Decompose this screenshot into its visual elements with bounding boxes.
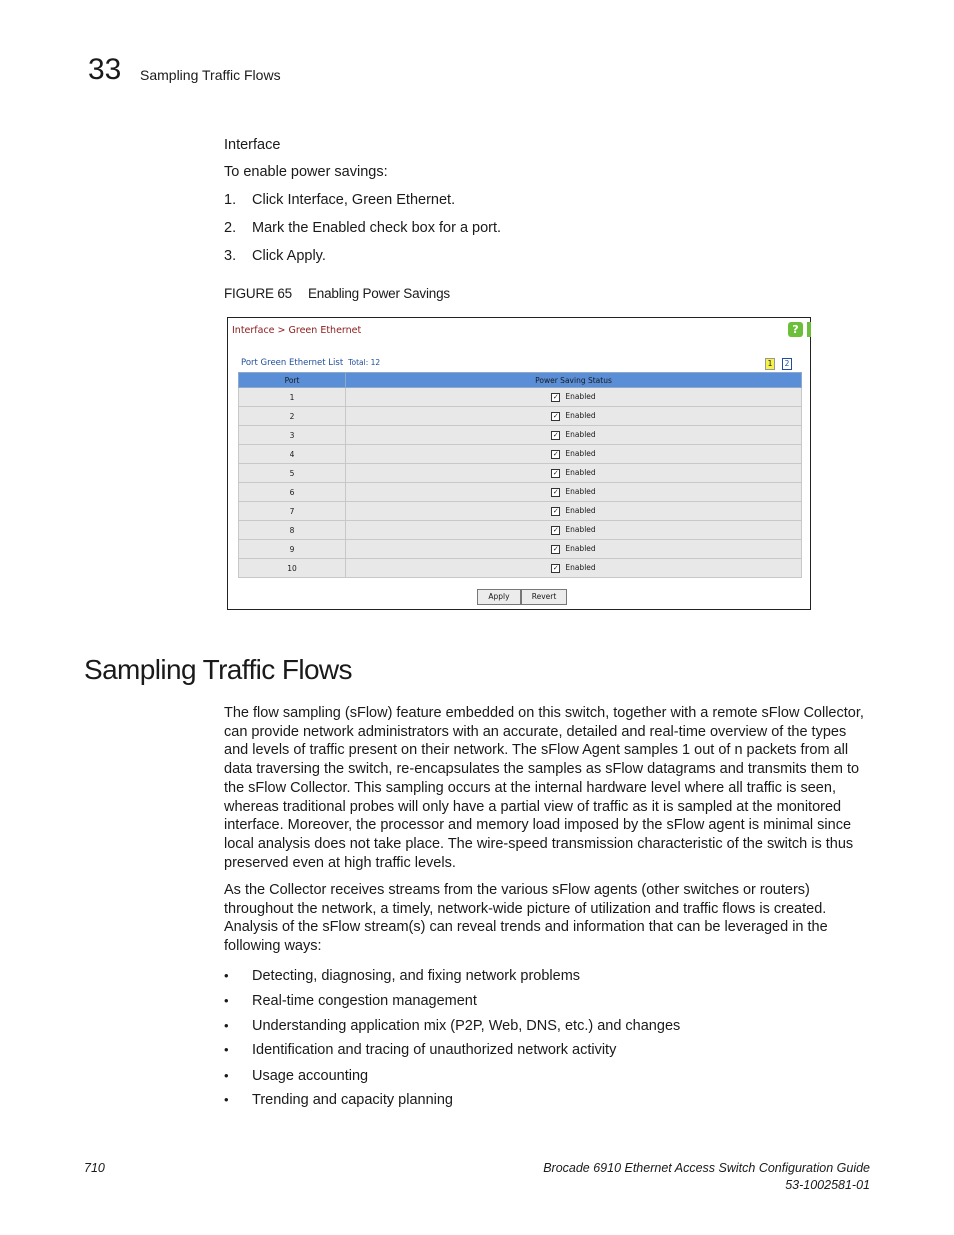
port-cell: 7	[239, 502, 346, 521]
chapter-title: Sampling Traffic Flows	[140, 67, 281, 83]
step-item	[224, 219, 501, 238]
list-item-text: Understanding application mix (P2P, Web, DNS, etc.) and changes	[252, 1018, 681, 1034]
list-item-text: Identification and tracing of unauthorized network activity	[252, 1042, 617, 1058]
port-cell: 5	[239, 464, 346, 483]
table-row	[239, 445, 802, 464]
list-item-text: Real-time congestion management	[252, 993, 477, 1009]
list-item	[224, 991, 477, 1011]
table-row	[239, 559, 802, 578]
screenshot-panel	[227, 317, 811, 610]
status-label: Enabled	[565, 487, 596, 497]
apply-button[interactable]: Apply	[477, 589, 521, 605]
status-label: Enabled	[565, 468, 596, 478]
status-label: Enabled	[565, 544, 596, 554]
table-row	[239, 464, 802, 483]
table-row	[239, 388, 802, 407]
list-title-text: Port Green Ethernet List	[241, 358, 344, 368]
paragraph-text: The flow sampling (sFlow) feature embedded on this switch, together with a remote sFlow Collector, can provide network administrators with an accurate, detailed and real-time overview of the types and levels of traffic present on their network. The sFlow Agent samples 1 out of n packets from all data traversing the switch, re-encapsulates the samples as sFlow datagrams and transmits them to the sFlow Collector. This sampling occurs at the internal hardware level where all traffic is seen, whereas traditional probes will only have a partial view of traffic as it is sampled at the monitored interface. Moreover, the processor and memory load imposed by the sFlow agent is minimal since local analysis does not take place. The wire-speed transmission characteristic of the switch is thus preserved even at high traffic levels.	[224, 705, 864, 871]
status-cell	[346, 483, 802, 502]
table-row	[239, 483, 802, 502]
step-number: 1.	[224, 192, 237, 208]
enabled-checkbox[interactable]: ✓	[552, 563, 559, 572]
figure-title: Enabling Power Savings	[308, 286, 450, 301]
status-label: Enabled	[565, 411, 596, 421]
port-cell: 1	[239, 388, 346, 407]
intro-text: To enable power savings:	[224, 164, 388, 180]
step-item	[224, 191, 455, 210]
step-text: Click Apply.	[252, 248, 326, 264]
step-number: 2.	[224, 220, 237, 236]
status-cell	[346, 388, 802, 407]
table-row	[239, 502, 802, 521]
table-header-row	[239, 373, 802, 388]
enabled-checkbox[interactable]: ✓	[552, 411, 559, 420]
status-label: Enabled	[565, 563, 596, 573]
enabled-checkbox[interactable]: ✓	[552, 468, 559, 477]
section-heading: Sampling Traffic Flows	[84, 654, 352, 685]
bullet-icon: •	[224, 1042, 229, 1057]
list-item	[224, 1090, 453, 1110]
port-cell: 6	[239, 483, 346, 502]
enabled-checkbox[interactable]: ✓	[552, 487, 559, 496]
status-cell	[346, 464, 802, 483]
interface-heading: Interface	[224, 137, 281, 153]
step-item	[224, 247, 326, 266]
chapter-number: 33	[88, 53, 122, 86]
port-table	[238, 372, 802, 578]
paragraph	[224, 704, 872, 872]
list-item	[224, 1016, 680, 1036]
bullet-icon: •	[224, 1092, 229, 1107]
status-cell	[346, 445, 802, 464]
status-cell	[346, 559, 802, 578]
step-text: Click Interface, Green Ethernet.	[252, 192, 456, 208]
enabled-checkbox[interactable]: ✓	[552, 544, 559, 553]
list-item-text: Detecting, diagnosing, and fixing network problems	[252, 968, 581, 984]
status-label: Enabled	[565, 449, 596, 459]
status-cell	[346, 540, 802, 559]
status-label: Enabled	[565, 525, 596, 535]
port-cell: 9	[239, 540, 346, 559]
column-header-status: Power Saving Status	[346, 373, 802, 388]
page-1-link[interactable]: 1	[765, 358, 775, 370]
total-count: Total: 12	[348, 358, 381, 367]
list-item	[224, 1066, 368, 1086]
table-row	[239, 407, 802, 426]
bullet-icon: •	[224, 1068, 229, 1083]
port-cell: 3	[239, 426, 346, 445]
secondary-icon[interactable]	[807, 322, 811, 337]
status-cell	[346, 502, 802, 521]
step-text: Mark the Enabled check box for a port.	[252, 220, 502, 236]
port-cell: 10	[239, 559, 346, 578]
bullet-icon: •	[224, 993, 229, 1008]
table-row	[239, 426, 802, 445]
status-cell	[346, 521, 802, 540]
bullet-icon: •	[224, 968, 229, 983]
page-number: 710	[84, 1161, 105, 1175]
footer-title: Brocade 6910 Ethernet Access Switch Configuration Guide	[543, 1161, 870, 1175]
bullet-icon: •	[224, 1018, 229, 1033]
status-cell	[346, 407, 802, 426]
enabled-checkbox[interactable]: ✓	[552, 449, 559, 458]
enabled-checkbox[interactable]: ✓	[552, 392, 559, 401]
port-cell: 8	[239, 521, 346, 540]
table-row	[239, 521, 802, 540]
enabled-checkbox[interactable]: ✓	[552, 430, 559, 439]
list-item-text: Trending and capacity planning	[252, 1092, 453, 1108]
enabled-checkbox[interactable]: ✓	[552, 506, 559, 515]
list-item	[224, 1040, 616, 1060]
figure-label: FIGURE 65	[224, 286, 292, 301]
status-label: Enabled	[565, 430, 596, 440]
status-cell	[346, 426, 802, 445]
list-title	[241, 358, 380, 368]
doc-number: 53-1002581-01	[785, 1178, 870, 1192]
revert-button[interactable]: Revert	[521, 589, 567, 605]
paragraph-text: As the Collector receives streams from the various sFlow agents (other switches or routers) throughout the network, a timely, network-wide picture of utilization and traffic flows is created. Analysis of the sFlow stream(s) can reveal trends and information that can be leveraged in the following ways:	[224, 882, 828, 955]
paragraph	[224, 881, 872, 956]
figure-caption	[224, 285, 450, 303]
column-header-port: Port	[239, 373, 346, 388]
list-item	[224, 966, 580, 986]
breadcrumb[interactable]: Interface > Green Ethernet	[232, 325, 362, 336]
list-item-text: Usage accounting	[252, 1068, 369, 1084]
status-label: Enabled	[565, 506, 596, 516]
port-cell: 2	[239, 407, 346, 426]
page-2-link[interactable]: 2	[782, 358, 792, 370]
help-icon[interactable]: ?	[788, 322, 803, 337]
enabled-checkbox[interactable]: ✓	[552, 525, 559, 534]
step-number: 3.	[224, 248, 237, 264]
status-label: Enabled	[565, 392, 596, 402]
table-row	[239, 540, 802, 559]
port-cell: 4	[239, 445, 346, 464]
